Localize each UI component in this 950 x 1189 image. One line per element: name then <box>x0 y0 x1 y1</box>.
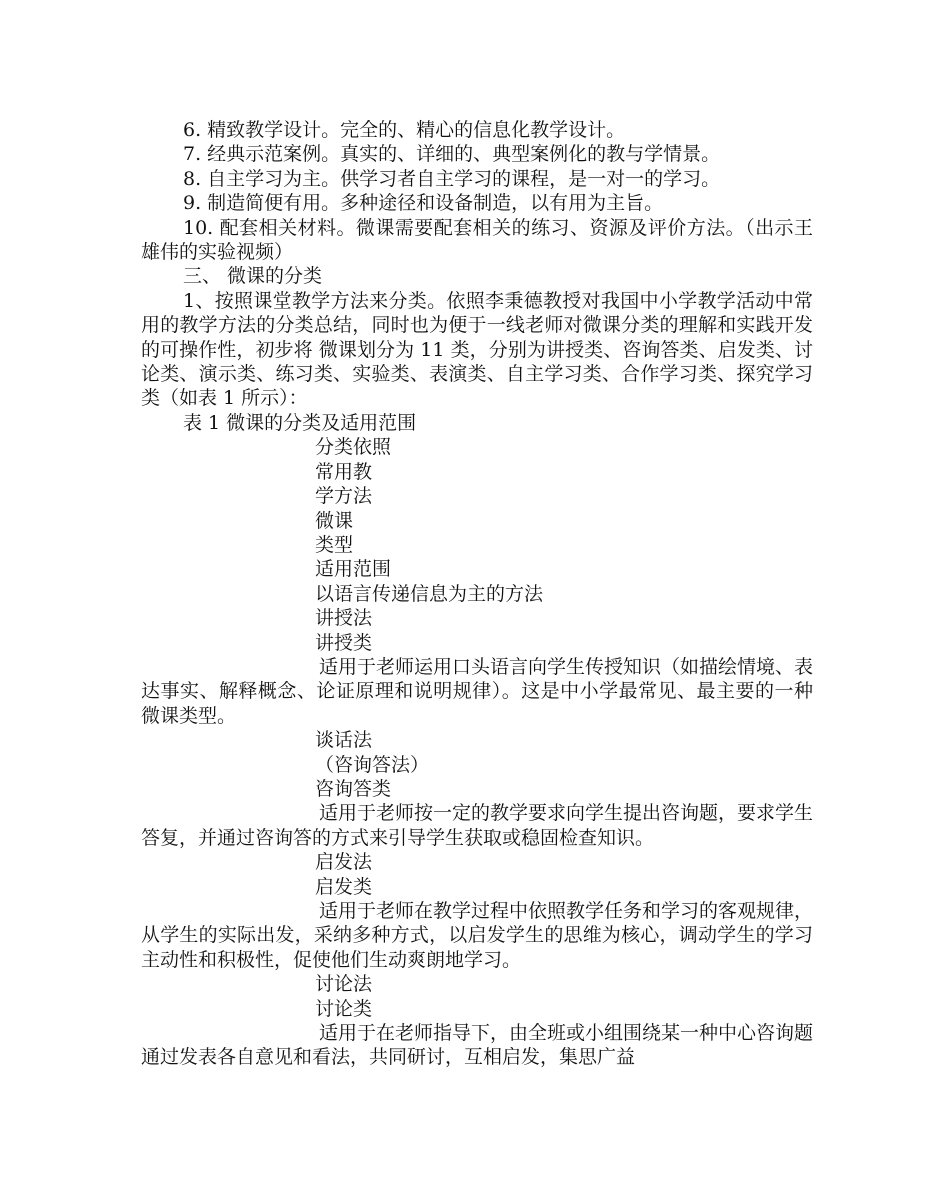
table-cell-type-2: 类型 <box>315 533 354 556</box>
table-cell-language-methods: 以语言传递信息为主的方法 <box>315 582 544 605</box>
table-cell-lecture-scope: 适用于老师运用口头语言向学生传授知识（如描绘情境、表达事实、解释概念、论证原理和说明规律）。这是中小学最常见、最主要的一种微课类型。 <box>141 655 814 727</box>
paragraph-classification: 1、按照课堂教学方法来分类。依照李秉德教授对我国中小学教学活动中常用的教学方法的分类总结，同时也为便于一线老师对微课分类的理解和实践开发的可操作性，初步将 微课划分为 11 类，分别为讲授类、咨询答类、启发类、讨论类、演示类、练习类、实验类、表演类、自主学习类、合作学习类、探究学习类（如表 1 所示）： <box>141 289 813 410</box>
list-item-8: 8. 自主学习为主。供学习者自主学习的课程，是一对一的学习。 <box>183 167 721 190</box>
table-caption: 表 1 微课的分类及适用范围 <box>183 411 417 434</box>
table-cell-heuristic-type: 启发类 <box>315 875 373 898</box>
table-cell-qa-type: 咨询答类 <box>315 777 392 800</box>
list-item-6: 6. 精致教学设计。完全的、精心的信息化教学设计。 <box>183 119 626 141</box>
table-cell-qa-scope: 适用于老师按一定的教学要求向学生提出咨询题，要求学生答复，并通过咨询答的方式来引导学生获取或稳固检查知识。 <box>141 802 814 849</box>
table-cell-talk-method-alt: （咨询答法） <box>315 753 430 776</box>
table-cell-method-1: 常用教 <box>315 460 373 483</box>
table-cell-heuristic-scope: 适用于老师在教学过程中依照教学任务和学习的客观规律，从学生的实际出发，采纳多种方式，以启发学生的思维为核心，调动学生的学习主动性和积极性，促使他们生动爽朗地学习。 <box>141 900 814 971</box>
list-item-7: 7. 经典示范案例。真实的、详细的、典型案例化的教与学情景。 <box>183 143 721 166</box>
table-cell-basis: 分类依照 <box>315 436 392 459</box>
table-cell-discussion-type: 讨论类 <box>315 997 373 1020</box>
table-cell-discussion-scope: 适用于在老师指导下，由全班或小组围绕某一种中心咨询题通过发表各自意见和看法，共同研讨，互相启发，集思广益 <box>141 1022 814 1069</box>
table-cell-talk-method: 谈话法 <box>315 729 373 752</box>
table-cell-discussion-method: 讨论法 <box>315 973 373 996</box>
document-body <box>141 118 813 1070</box>
list-item-10: 10. 配套相关材料。微课需要配套相关的练习、资源及评价方法。（出示王雄伟的实验视频） <box>141 216 813 264</box>
table-cell-lecture-type: 讲授类 <box>315 631 373 654</box>
table-cell-lecture-method: 讲授法 <box>315 607 373 630</box>
table-cell-method-2: 学方法 <box>315 485 373 508</box>
list-item-9: 9. 制造简便有用。多种途径和设备制造，以有用为主旨。 <box>183 192 664 215</box>
table-cell-heuristic-method: 启发法 <box>315 851 373 874</box>
table-cell-type-1: 微课 <box>315 509 354 532</box>
section-heading: 三、 微课的分类 <box>183 265 323 288</box>
table-cell-scope: 适用范围 <box>315 558 392 581</box>
